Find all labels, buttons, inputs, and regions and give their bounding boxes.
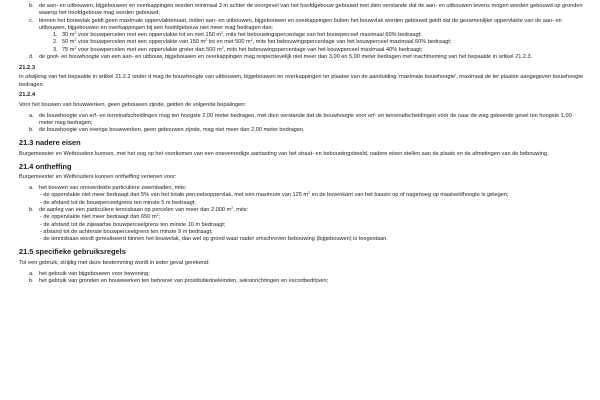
sub-list-item — [19, 47, 586, 54]
list-marker: 1. — [53, 32, 58, 39]
list-marker: a. — [29, 112, 34, 119]
paragraph: Burgemeester en Wethouders kunnen ontheffing verlenen voor: — [19, 174, 177, 181]
list-item-condition: - de tennisbaan wordt gerealiseerd binnen het bouwvlak, dan wel op grond waar nader omschreven bebouwing (bijgebouwen) is toegestaan. — [40, 236, 388, 243]
list-item-condition: - de afstand tot de bouwperceelgrens ten minste 5 m bedraagt; — [40, 199, 196, 206]
section-heading: 21.4 ontheffing — [19, 161, 72, 171]
list-item-text: de aanleg van een particuliere tennisbaan op percelen van meer dan 2.000 $m^2$, mits: — [39, 205, 249, 213]
list-marker: 3. — [53, 46, 58, 53]
list-marker: b. — [29, 127, 34, 134]
paragraph: Voor het bouwen van bouwwerken, geen gebouwen zijnde, gelden de volgende bepalingen: — [19, 101, 247, 108]
list-item-condition: - de afstand tot de zijwaartse bouwperceelgrens ten minste 10 m bedraagt; — [40, 221, 226, 228]
list-item — [19, 54, 586, 61]
list-marker: d. — [29, 54, 34, 61]
paragraph: Burgemeester en Wethouders kunnen, met het oog op het voorkomen van een onevenredige aantasting van het straat- en bebouwingsbeeld, nadere eisen stellen aan de plaats en de afmetingen van de bebouwing. — [19, 150, 549, 157]
list-item-condition: - de oppervlakte niet meer bedraagt dan 650 $m^2$; — [40, 213, 161, 221]
list-marker: b. — [29, 277, 34, 284]
sub-list-item — [19, 39, 586, 46]
list-item-text: het gebruik van bijgebouwen voor bewoning; — [39, 270, 150, 277]
list-item-text: 75 $m^2$ voor bouwpercelen met een oppervlakte groter dan 500 $m^2$, mits het bebouwingspercentage van het bouwperceel maximaal 40% bedraagt; — [62, 45, 423, 53]
list-marker: 2. — [53, 39, 58, 46]
list-item-text: de aan- en uitbouwen, bijgebouwen en overkappingen worden minimaal 3 m achter de voorgevel van het hoofdgebouw gebouwd met dien verstande dat de aan- en uitbouwen tevens mogen worden gebouwd op gronden waarop het hoofdgebouw mag worden gebouwd; — [39, 3, 583, 17]
article-number: 21.2.3 — [19, 64, 36, 71]
list-marker: b. — [29, 3, 34, 9]
paragraph: Tot een gebruik, strijdig met deze bestemming wordt in ieder geval gerekend: — [19, 259, 210, 266]
list-item — [19, 127, 586, 134]
section-heading: 21.5 specifieke gebruiksregels — [19, 247, 126, 257]
list-item-text: de bouwhoogte van overige bouwwerken, geen gebouwen zijnde, mag niet meer dan 2,00 meter bedragen. — [39, 127, 305, 134]
list-item-text: 30 $m^2$ voor bouwpercelen met een oppervlakte tot en met 150 $m^2$, mits het bebouwingspercentage van het bouwperceel maximaal 60% bedraagt; — [62, 31, 422, 39]
list-item — [19, 113, 586, 128]
list-item — [19, 278, 586, 285]
list-item-condition: - de oppervlakte niet meer bedraagt dan 5% van het totale perceelsoppervlak, met een maximum van 125 $m^2$ en de bovenkant van het bassin op of nagenoeg op maaiveldhoogte is gelegen; — [40, 191, 509, 199]
list-item — [19, 3, 586, 18]
list-item-text: de goot- en bouwhoogte van een aan- en uitbouw, bijgebouwen en overkappingen mag respectievelijk niet meer dan 3,00 en 5,00 meter bedragen met inachtneming van het bepaalde in artikel 21.2.3. — [39, 54, 533, 61]
list-item-text: 50 $m^2$ voor bouwpercelen met een oppervlakte van 150 $m^2$ tot en met 500 $m^2$, mits het bebouwingspercentage van het bouwperceel maximaal 60% bedraagt; — [62, 38, 452, 46]
list-marker: b. — [29, 206, 34, 213]
list-marker: a. — [29, 270, 34, 277]
list-item-text: de bouwhoogte van erf- en terreinafscheidingen mag ten hoogste 2,00 meter bedragen, met dien verstande dat de bouwhoogte voor erf- en terreinafscheidingen vóór de naar de weg gekeerde gevel ten hoogste 1,00 meter mag bedragen; — [39, 112, 572, 126]
list-marker: c. — [29, 17, 34, 24]
section-heading: 21.3 nadere eisen — [19, 138, 81, 148]
article-number: 21.2.4 — [19, 92, 36, 99]
list-item — [19, 18, 586, 33]
list-marker: a. — [29, 185, 34, 192]
list-item — [19, 271, 586, 278]
list-item-condition: - afstand tot de achterste bouwperceelgrens ten minste 9 m bedraagt; — [40, 228, 213, 235]
list-item-text: het bouwen van onoverdekte particuliere zwembaden, mits: — [39, 185, 187, 192]
list-item-text: het gebruik van gronden en bouwwerken ten behoeve van prostitutiedoeleinden, seksinrichtingen en escortbedrijven; — [39, 277, 329, 284]
list-item-text: binnen het bouwvlak geldt geen maximale oppervlaktemaat, indien aan- en uitbouwen, bijgebouwen en overkappingen buiten het bouwvlak worden gebouwd geldt dat de gezamenlijke oppervlakte van de aan- en uitbouwen, bijgebouwen en overkappingen bij een hoofdgebouw niet meer mag bedragen dan: — [39, 17, 562, 31]
paragraph: In afwijking van het bepaalde in artikel 21.2.2 onder d mag de bouwhoogte van uitbouwen, bijgebouwen en overkappingen ter plaatse van de aanduiding 'maximale bouwhoogte', maximaal de ter plaatse aangegeven bouwhoogte bedragen. — [19, 74, 584, 88]
